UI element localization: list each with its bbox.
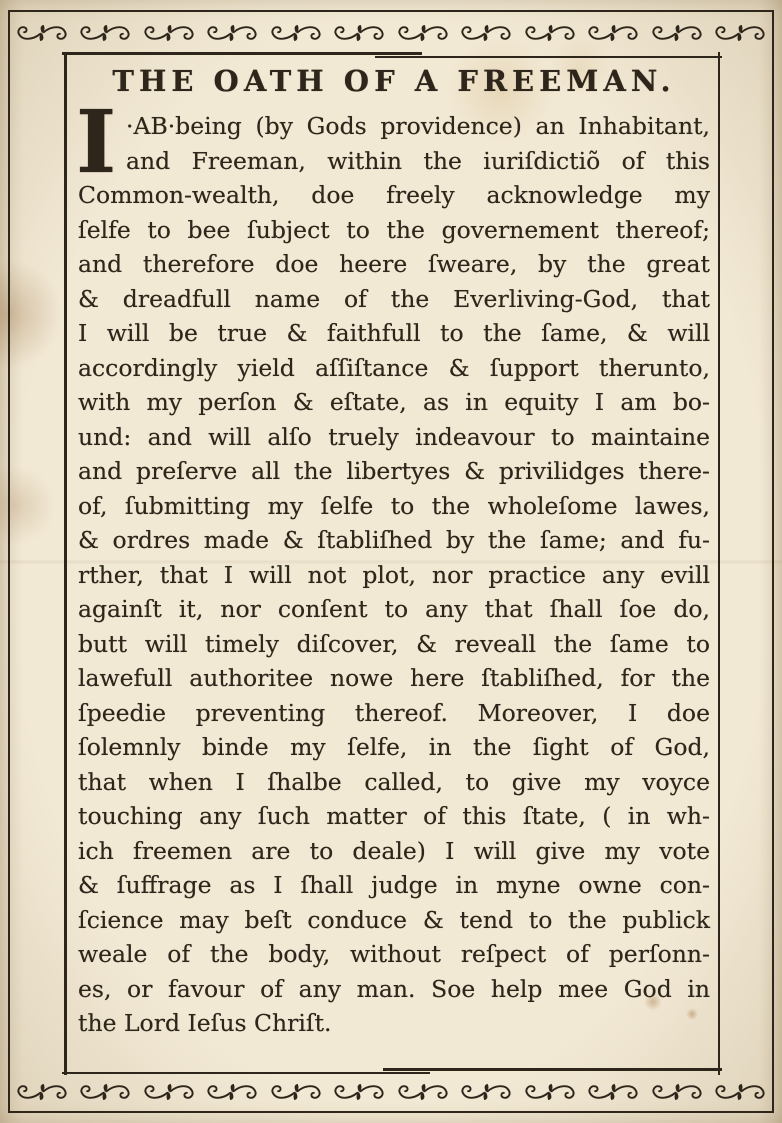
fleuron-ornament-icon: [143, 24, 195, 42]
ornament-border-bottom: [16, 1075, 766, 1109]
fleuron-ornament-icon: [739, 1013, 757, 1065]
left-inner-rule: [64, 52, 67, 1075]
fleuron-ornament-icon: [739, 918, 757, 970]
oath-line: ich freemen are to deale) I will give my vote: [78, 836, 710, 865]
oath-line: & dreadfull name of the Everliving-God, that: [78, 284, 710, 313]
oath-line: and Freeman, within the iuriſdictiõ of this: [126, 146, 710, 175]
oath-line: and therefore doe heere ſweare, by the great: [78, 250, 710, 278]
fleuron-ornament-icon: [25, 440, 43, 492]
fleuron-ornament-icon: [739, 822, 757, 874]
fleuron-ornament-icon: [270, 1083, 322, 1101]
oath-line: Common-wealth, doe freely acknowledge my: [78, 181, 710, 209]
fleuron-ornament-icon: [25, 154, 43, 206]
oath-line: the Lord Ieſus Chriſt.: [78, 1009, 332, 1037]
right-inner-rule: [718, 52, 721, 1075]
oath-line: butt will timely diſcover, & reveall the ſame to: [78, 629, 710, 658]
fleuron-ornament-icon: [739, 249, 757, 301]
fleuron-ornament-icon: [739, 154, 757, 206]
fleuron-ornament-icon: [651, 24, 703, 42]
document-content: [78, 58, 710, 1041]
oath-line: and preſerve all the libertyes & privilidges there-: [78, 457, 710, 485]
oath-line: accordingly yield aſſiſtance & ſupport therunto,: [78, 353, 710, 382]
oath-line: weale of the body, without reſpect of perſonn-: [78, 940, 710, 968]
fleuron-ornament-icon: [25, 536, 43, 588]
top-inner-rule-left-segment: [62, 52, 422, 55]
drop-cap: I: [76, 92, 117, 193]
oath-line: of, ſubmitting my ſelfe to the wholeſome lawes,: [78, 491, 710, 520]
bottom-inner-rule-right-segment: [383, 1068, 722, 1071]
fleuron-ornament-icon: [739, 440, 757, 492]
fleuron-ornament-icon: [25, 1013, 43, 1065]
fleuron-ornament-icon: [460, 24, 512, 42]
oath-line: touching any ſuch matter of this ſtate, ( in wh-: [78, 802, 710, 830]
oath-line: & ſuffrage as I ſhall judge in myne owne con-: [78, 871, 710, 899]
fleuron-ornament-icon: [206, 1083, 258, 1101]
fleuron-ornament-icon: [739, 727, 757, 779]
fleuron-ornament-icon: [206, 24, 258, 42]
fleuron-ornament-icon: [714, 24, 766, 42]
fleuron-ornament-icon: [16, 1083, 68, 1101]
fleuron-ornament-icon: [739, 345, 757, 397]
fleuron-ornament-icon: [25, 249, 43, 301]
fleuron-ornament-icon: [460, 1083, 512, 1101]
fleuron-ornament-icon: [651, 1083, 703, 1101]
fleuron-ornament-icon: [25, 727, 43, 779]
oath-body: [76, 92, 710, 1041]
fleuron-ornament-icon: [714, 1083, 766, 1101]
oath-line: againſt it, nor conſent to any that ſhall ſoe do,: [78, 595, 710, 623]
oath-line: ſcience may beſt conduce & tend to the publick: [78, 905, 710, 934]
oath-line: with my perſon & eſtate, as in equity I am bo-: [78, 388, 710, 416]
fleuron-ornament-icon: [25, 822, 43, 874]
fleuron-ornament-icon: [397, 1083, 449, 1101]
oath-line: lawefull authoritee nowe here ſtabliſhed, for the: [78, 664, 710, 692]
fleuron-ornament-icon: [333, 1083, 385, 1101]
fleuron-ornament-icon: [79, 24, 131, 42]
oath-line: ſpeedie preventing thereof. Moreover, I doe: [78, 698, 710, 727]
fleuron-ornament-icon: [524, 24, 576, 42]
bottom-inner-rule-left-segment: [62, 1072, 430, 1075]
ornament-border-left: [17, 58, 51, 1065]
ornament-border-top: [16, 16, 766, 50]
fleuron-ornament-icon: [739, 58, 757, 110]
fleuron-ornament-icon: [587, 1083, 639, 1101]
oath-line: I will be true & faithfull to the ſame, & will: [78, 319, 710, 347]
fleuron-ornament-icon: [397, 24, 449, 42]
oath-line: und: and will alſo truely indeavour to maintaine: [78, 422, 710, 451]
oath-line: & ordres made & ſtabliſhed by the ſame; and fu-: [78, 526, 710, 554]
ornament-border-right: [731, 58, 765, 1065]
fleuron-ornament-icon: [25, 631, 43, 683]
oath-line: that when I ſhalbe called, to give my voyce: [78, 767, 710, 796]
fleuron-ornament-icon: [25, 58, 43, 110]
fleuron-ornament-icon: [25, 345, 43, 397]
fleuron-ornament-icon: [143, 1083, 195, 1101]
oath-line: es, or favour of any man. Soe help mee God in: [78, 974, 710, 1003]
fleuron-ornament-icon: [524, 1083, 576, 1101]
oath-line: rther, that I will not plot, nor practice any evill: [78, 560, 710, 589]
fleuron-ornament-icon: [16, 24, 68, 42]
oath-line: ·AB·being (by Gods providence) an Inhabitant,: [126, 112, 710, 140]
oath-line: ſolemnly binde my ſelfe, in the ſight of God,: [78, 733, 710, 761]
fleuron-ornament-icon: [587, 24, 639, 42]
fleuron-ornament-icon: [79, 1083, 131, 1101]
fleuron-ornament-icon: [333, 24, 385, 42]
fleuron-ornament-icon: [739, 631, 757, 683]
fleuron-ornament-icon: [270, 24, 322, 42]
fleuron-ornament-icon: [739, 536, 757, 588]
document-title: THE OATH OF A FREEMAN.: [112, 64, 676, 98]
oath-line: ſelfe to bee ſubject to the governement thereof;: [78, 215, 710, 244]
fleuron-ornament-icon: [25, 918, 43, 970]
